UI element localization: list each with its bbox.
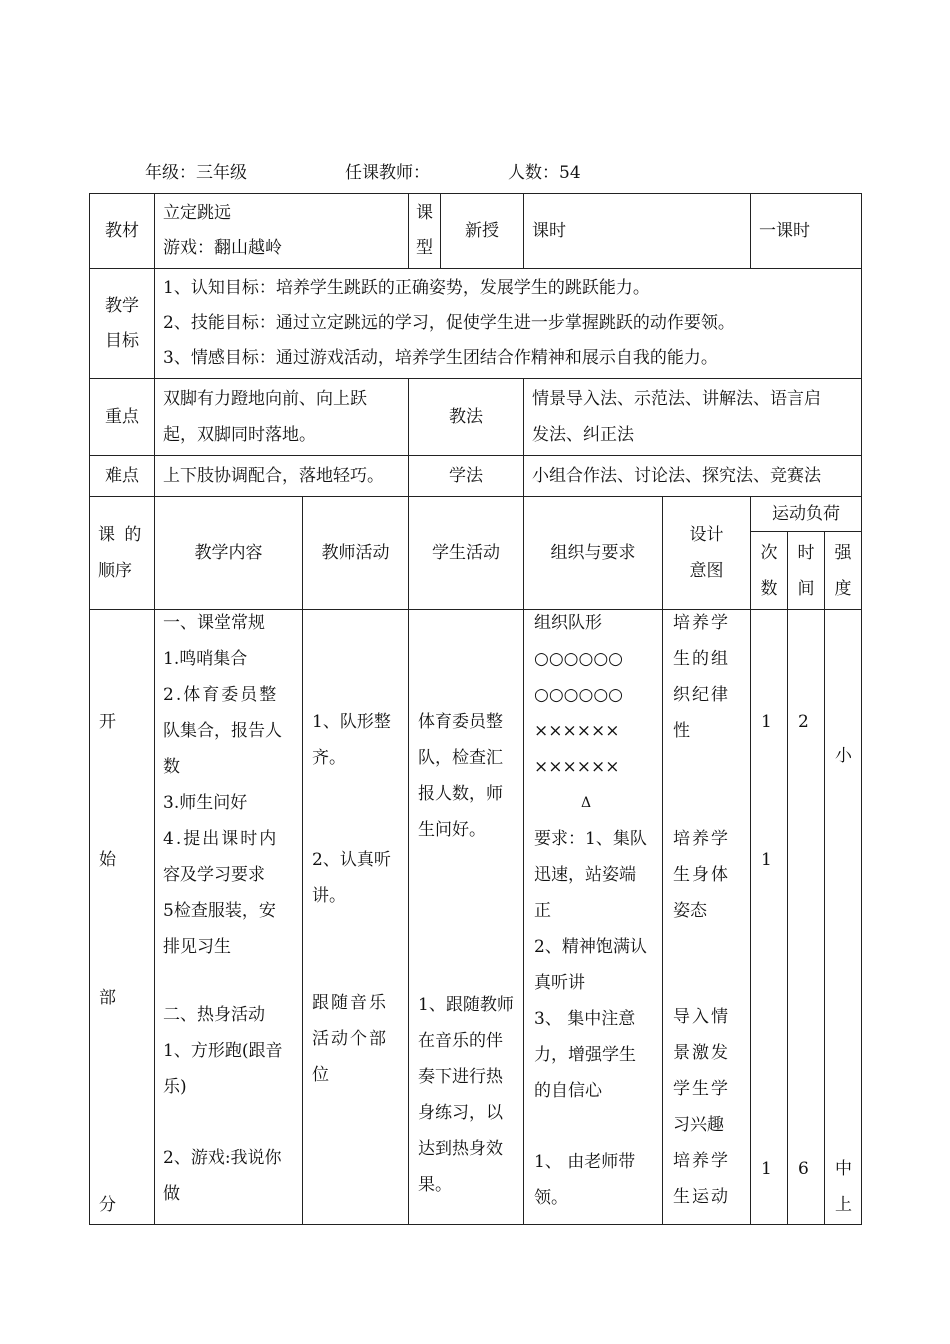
times-header-char: 数 [760,578,778,599]
order-header [90,497,155,610]
design-line: 景激发 [673,1043,730,1063]
section-order-char: 开 [99,712,116,732]
teacher-label: 任课教师： [345,163,430,183]
content-line: 5检查服装，安 [163,901,276,921]
times-header [751,532,788,610]
order-header-line: 课 的 [98,525,144,545]
content-line: 数 [163,757,180,777]
student-line: 奏下进行热 [418,1067,503,1087]
design-line: 生的组 [673,649,730,669]
design-line: 学生学 [673,1079,730,1099]
student-line: 体育委员整 [418,712,503,732]
content-line: 做 [163,1184,180,1204]
key-point-line: 双脚有力蹬地向前、向上跃 [163,389,367,409]
content-line: 二、热身活动 [163,1005,265,1025]
teacher-line: 位 [312,1065,329,1085]
difficulty-label: 难点 [90,456,155,497]
goals-row [90,269,862,379]
student-line: 达到热身效 [418,1139,503,1159]
teacher-line: 2、认真听 [312,850,391,870]
student-line: 1、跟随教师 [418,995,514,1015]
duration-header [788,532,825,610]
lesson-type-value: 新授 [441,194,524,269]
teacher-line: 1、队形整 [312,712,391,732]
teacher-line: 跟随音乐 [312,993,388,1013]
content-line: 排见习生 [163,937,231,957]
lesson-plan-table [89,193,862,1225]
column-header-row [90,497,862,532]
intensity-value: 中 [835,1159,852,1179]
content-header: 教学内容 [155,497,303,610]
goal-item: 1、认知目标：培养学生跳跃的正确姿势，发展学生的跳跃能力。 [163,278,650,298]
difficulty-row [90,456,862,497]
org-line: 2、精神饱满认 [534,937,647,957]
times-value: 1 [761,850,772,870]
times-cell [751,610,788,1225]
org-line: 3、 集中注意 [534,1009,636,1029]
student-line: 生问好。 [418,820,486,840]
intensity-header [825,532,862,610]
opening-section-row [90,610,862,1225]
formation-row: ○○○○○○ [534,649,624,669]
org-line: 1、 由老师带 [534,1152,636,1172]
material-line: 游戏：翻山越岭 [163,238,282,258]
design-line: 导入情 [673,1007,730,1027]
design-line: 生身体 [673,865,730,885]
org-line: 力，增强学生 [534,1045,636,1065]
formation-row: ×××××× [534,721,620,741]
section-order-cell [90,610,155,1225]
content-line: 乐) [163,1077,187,1097]
org-line: 正 [534,901,551,921]
section-order-char: 分 [99,1195,116,1215]
lesson-type-label [409,194,441,269]
student-line: 身练习，以 [418,1103,503,1123]
teaching-method-label: 教法 [409,379,524,456]
content-line: 队集合，报告人 [163,721,282,741]
student-line: 报人数，师 [418,784,503,804]
intensity-header-char: 度 [834,578,852,599]
material-label: 教材 [90,194,155,269]
student-line: 在音乐的伴 [418,1031,503,1051]
key-point-content [155,379,409,456]
student-activity-cell [409,610,524,1225]
learning-method-content: 小组合作法、讨论法、探究法、竞赛法 [524,456,862,497]
period-label: 课时 [524,194,751,269]
design-line: 培养学 [673,829,730,849]
design-header-line: 设计 [689,525,724,545]
teacher-line: 讲。 [312,886,346,906]
material-line: 立定跳远 [163,203,231,223]
teaching-method-content [524,379,862,456]
intensity-cell [825,610,862,1225]
key-point-label: 重点 [90,379,155,456]
organization-cell [524,610,663,1225]
material-row [90,194,862,269]
goals-label-line: 目标 [105,330,139,351]
teacher-activity-cell [303,610,409,1225]
period-value: 一课时 [751,194,862,269]
learning-method-label: 学法 [409,456,524,497]
content-line: 容及学习要求 [163,865,265,885]
difficulty-content: 上下肢协调配合，落地轻巧。 [155,456,409,497]
content-line: 2、游戏:我说你 [163,1148,282,1168]
section-order-char: 部 [99,988,116,1008]
formation-row: ×××××× [534,757,620,777]
design-line: 培养学 [673,613,730,633]
goals-label [90,269,155,379]
material-content [155,194,409,269]
design-header-line: 意图 [689,561,724,581]
formation-row: ○○○○○○ [534,685,624,705]
design-line: 生运动 [673,1187,730,1207]
goals-label-line: 教学 [105,295,139,316]
grade-label: 年级：三年级 [145,163,247,183]
teacher-activity-header: 教师活动 [303,497,409,610]
design-line: 织纪律 [673,685,730,705]
lesson-type-char: 型 [416,238,433,258]
teaching-method-line: 发法、纠正法 [532,425,634,445]
organization-header: 组织与要求 [524,497,663,610]
times-value: 1 [761,1159,772,1179]
lesson-type-char: 课 [416,203,433,223]
key-point-line: 起，双脚同时落地。 [163,425,316,445]
duration-header-char: 间 [797,578,815,599]
intensity-value: 小 [835,746,852,766]
design-intent-cell [663,610,751,1225]
content-line: 一、课堂常规 [163,613,265,633]
design-line: 性 [673,721,690,741]
goals-content [155,269,862,379]
teacher-position-marker: Δ [581,795,592,811]
section-order-char: 始 [99,850,116,870]
design-line: 习兴趣 [673,1115,724,1135]
org-line: 要求：1、集队 [534,829,647,849]
duration-header-char: 时 [797,542,815,563]
teaching-method-line: 情景导入法、示范法、讲解法、语言启 [532,389,821,409]
content-line: 1、方形跑(跟音 [163,1041,283,1061]
intensity-header-char: 强 [834,542,852,563]
times-header-char: 次 [760,542,778,563]
teacher-line: 齐。 [312,748,346,768]
duration-value: 6 [798,1159,809,1179]
org-line: 领。 [534,1188,568,1208]
student-line: 队，检查汇 [418,748,503,768]
duration-cell [788,610,825,1225]
student-count-label: 人数：54 [508,163,581,183]
exercise-load-header: 运动负荷 [751,497,862,532]
org-line: 组织队形 [534,613,602,633]
design-line: 姿态 [673,901,707,921]
content-line: 2.体育委员整 [163,685,279,705]
teacher-line: 活动个部 [312,1029,388,1049]
key-point-row [90,379,862,456]
goal-item: 3、情感目标：通过游戏活动，培养学生团结合作精神和展示自我的能力。 [163,348,718,368]
content-line: 3.师生问好 [163,793,248,813]
org-line: 真听讲 [534,973,585,993]
org-line: 迅速，站姿端 [534,865,636,885]
goal-item: 2、技能目标：通过立定跳远的学习，促使学生进一步掌握跳跃的动作要领。 [163,313,735,333]
design-header [663,497,751,610]
order-header-line: 顺序 [98,561,132,581]
intensity-value: 上 [835,1195,852,1215]
content-line: 1.鸣哨集合 [163,649,248,669]
student-line: 果。 [418,1175,452,1195]
org-line: 的自信心 [534,1081,602,1101]
design-line: 培养学 [673,1151,730,1171]
duration-value: 2 [798,712,809,732]
teaching-content-cell [155,610,303,1225]
student-activity-header: 学生活动 [409,497,524,610]
times-value: 1 [761,712,772,732]
content-line: 4.提出课时内 [163,829,279,849]
